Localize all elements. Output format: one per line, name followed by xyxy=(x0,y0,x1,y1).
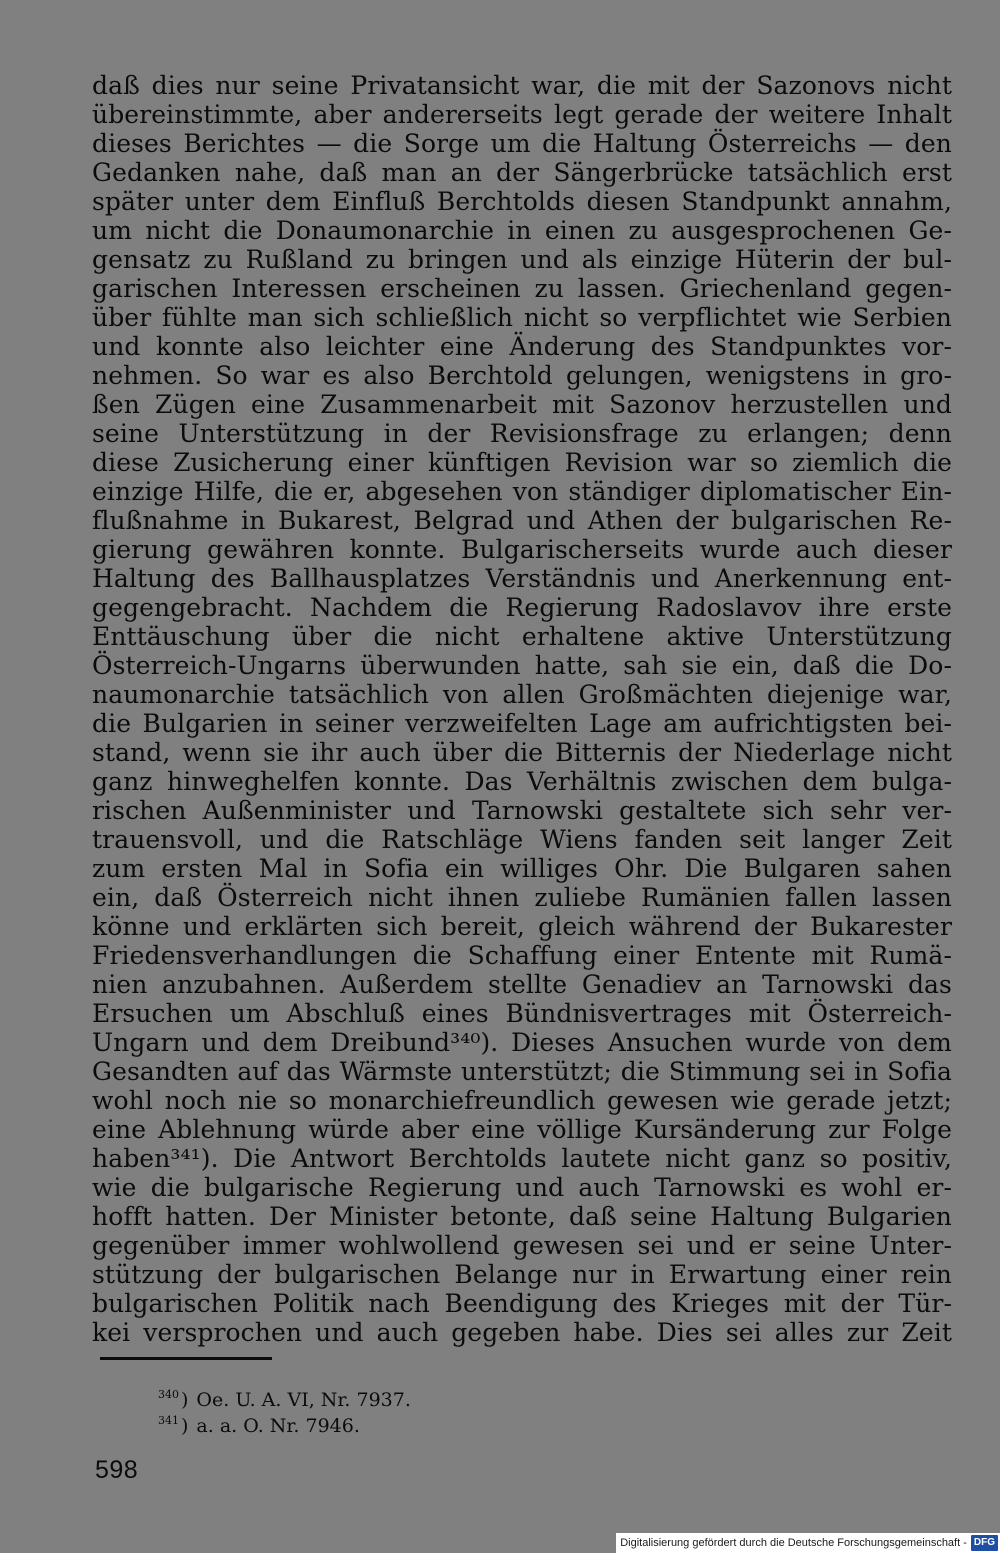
text-line: übereinstimmte, aber andererseits legt gerade der weitere Inhalt xyxy=(92,100,952,129)
page-number: 598 xyxy=(95,1456,139,1484)
text-line: einzige Hilfe, die er, abgesehen von ständiger diplomatischer Ein- xyxy=(92,477,952,506)
text-line: wie die bulgarische Regierung und auch Tarnowski es wohl er- xyxy=(92,1173,952,1202)
text-line: über fühlte man sich schließlich nicht so verpflichtet wie Serbien xyxy=(92,303,952,332)
text-line: diese Zusicherung einer künftigen Revision war so ziemlich die xyxy=(92,448,952,477)
text-line: garischen Interessen erscheinen zu lassen. Griechenland gegen- xyxy=(92,274,952,303)
text-line: Gedanken nahe, daß man an der Sängerbrücke tatsächlich erst xyxy=(92,158,952,187)
footnote-mark: 341 xyxy=(158,1414,179,1427)
text-line: könne und erklärten sich bereit, gleich während der Bukarester xyxy=(92,912,952,941)
text-line: eine Ablehnung würde aber eine völlige Kursänderung zur Folge xyxy=(92,1115,952,1144)
text-line: flußnahme in Bukarest, Belgrad und Athen der bulgarischen Re- xyxy=(92,506,952,535)
text-line: kei versprochen und auch gegeben habe. Dies sei alles zur Zeit xyxy=(92,1318,952,1347)
footnote-mark: 340 xyxy=(158,1388,179,1401)
text-line: nehmen. So war es also Berchtold gelungen, wenigstens in gro- xyxy=(92,361,952,390)
footnote-340 xyxy=(158,1382,658,1411)
text-line: ßen Zügen eine Zusammenarbeit mit Sazonov herzustellen und xyxy=(92,390,952,419)
text-line: Haltung des Ballhausplatzes Verständnis und Anerkennung ent- xyxy=(92,564,952,593)
footnote-paren: ) xyxy=(181,1415,189,1437)
text-line: haben³⁴¹). Die Antwort Berchtolds lautete nicht ganz so positiv, xyxy=(92,1144,952,1173)
text-line: nien anzubahnen. Außerdem stellte Genadiev an Tarnowski das xyxy=(92,970,952,999)
text-line: wohl noch nie so monarchiefreundlich gewesen wie gerade jetzt; xyxy=(92,1086,952,1115)
text-line: seine Unterstützung in der Revisionsfrage zu erlangen; denn xyxy=(92,419,952,448)
text-line: gegengebracht. Nachdem die Regierung Radoslavov ihre erste xyxy=(92,593,952,622)
text-line: bulgarischen Politik nach Beendigung des Krieges mit der Tür- xyxy=(92,1289,952,1318)
footnote-paren: ) xyxy=(181,1389,189,1411)
text-line: gegenüber immer wohlwollend gewesen sei und er seine Unter- xyxy=(92,1231,952,1260)
text-line: stützung der bulgarischen Belange nur in Erwartung einer rein xyxy=(92,1260,952,1289)
text-line: Enttäuschung über die nicht erhaltene aktive Unterstützung xyxy=(92,622,952,651)
footnote-341 xyxy=(158,1408,658,1437)
text-line: hofft hatten. Der Minister betonte, daß seine Haltung Bulgarien xyxy=(92,1202,952,1231)
text-line: Gesandten auf das Wärmste unterstützt; die Stimmung sei in Sofia xyxy=(92,1057,952,1086)
text-line: dieses Berichtes — die Sorge um die Haltung Österreichs — den xyxy=(92,129,952,158)
credit-text: Digitalisierung gefördert durch die Deutsche Forschungsgemeinschaft - xyxy=(620,1537,967,1549)
text-line: rischen Außenminister und Tarnowski gestaltete sich sehr ver- xyxy=(92,796,952,825)
text-line: stand, wenn sie ihr auch über die Bitternis der Niederlage nicht xyxy=(92,738,952,767)
footnotes xyxy=(158,1382,658,1437)
text-line: Ungarn und dem Dreibund³⁴⁰). Dieses Ansuchen wurde von dem xyxy=(92,1028,952,1057)
text-line: daß dies nur seine Privatansicht war, die mit der Sazonovs nicht xyxy=(92,71,952,100)
footnote-text: Oe. U. A. VI, Nr. 7937. xyxy=(196,1389,411,1411)
text-line: Ersuchen um Abschluß eines Bündnisvertrages mit Österreich- xyxy=(92,999,952,1028)
footnote-text: a. a. O. Nr. 7946. xyxy=(196,1415,360,1437)
text-line: ein, daß Österreich nicht ihnen zuliebe Rumänien fallen lassen xyxy=(92,883,952,912)
text-line: um nicht die Donaumonarchie in einen zu ausgesprochenen Ge- xyxy=(92,216,952,245)
text-line: trauensvoll, und die Ratschläge Wiens fanden seit langer Zeit xyxy=(92,825,952,854)
text-line: gensatz zu Rußland zu bringen und als einzige Hüterin der bul- xyxy=(92,245,952,274)
text-line: gierung gewähren konnte. Bulgarischerseits wurde auch dieser xyxy=(92,535,952,564)
text-line: naumonarchie tatsächlich von allen Großmächten diejenige war, xyxy=(92,680,952,709)
text-line: und konnte also leichter eine Änderung des Standpunktes vor- xyxy=(92,332,952,361)
dfg-logo: DFG xyxy=(971,1535,998,1551)
text-line: Friedensverhandlungen die Schaffung einer Entente mit Rumä- xyxy=(92,941,952,970)
main-text-block xyxy=(92,71,952,1347)
text-line: die Bulgarien in seiner verzweifelten Lage am aufrichtigsten bei- xyxy=(92,709,952,738)
digitization-credit xyxy=(616,1533,1000,1553)
text-line: Österreich-Ungarns überwunden hatte, sah sie ein, daß die Do- xyxy=(92,651,952,680)
text-line: zum ersten Mal in Sofia ein williges Ohr. Die Bulgaren sahen xyxy=(92,854,952,883)
footnote-separator xyxy=(100,1357,272,1360)
text-line: später unter dem Einfluß Berchtolds diesen Standpunkt annahm, xyxy=(92,187,952,216)
text-line: ganz hinweghelfen konnte. Das Verhältnis zwischen dem bulga- xyxy=(92,767,952,796)
